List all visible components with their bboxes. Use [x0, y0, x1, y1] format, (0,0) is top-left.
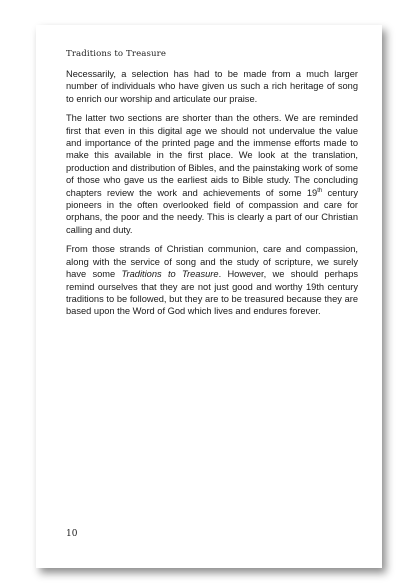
paragraph-3-text-b: . However, we should perhaps remind ourselves that they are not just good and worthy 19th century traditions to be followed, but they are to be treasured because they are based upon the Word of God which lives and endures forever.	[66, 269, 359, 317]
ordinal-superscript: th	[317, 187, 323, 194]
paragraph-1-text: Necessarily, a selection has had to be made from a much larger number of individuals who have given us such a rich heritage of song to enrich our worship and articulate our praise.	[66, 69, 358, 104]
paragraph-1	[66, 68, 358, 105]
page-number: 10	[66, 529, 78, 539]
paragraph-2-text-b: century pioneers in the often overlooked field of compassion and care for orphans, the poor and the needy. This is clearly a part of our Christian calling and duty.	[66, 187, 358, 235]
running-header: Traditions to Treasure	[66, 49, 167, 59]
book-title-italic: Traditions to Treasure	[121, 269, 219, 280]
paragraph-2-text-a: The latter two sections are shorter than the others. We are reminded first that even in this digital age we should not undervalue the value and importance of the printed page and the immense efforts made to make this available in the first place. We look at the translation, production and distribution of Bibles, and the painstaking work of some of those who gave us the earliest aids to Bible study. The concluding chapters review the work and achievements of some 19	[66, 113, 358, 198]
paragraph-3	[66, 243, 358, 317]
book-page	[36, 25, 382, 568]
paragraph-2	[66, 112, 358, 236]
paragraph-3-text-a: From those strands of Christian communion, care and compassion, along with the service of song and the study of scripture, we surely have some	[66, 244, 358, 280]
body-text	[66, 68, 358, 325]
